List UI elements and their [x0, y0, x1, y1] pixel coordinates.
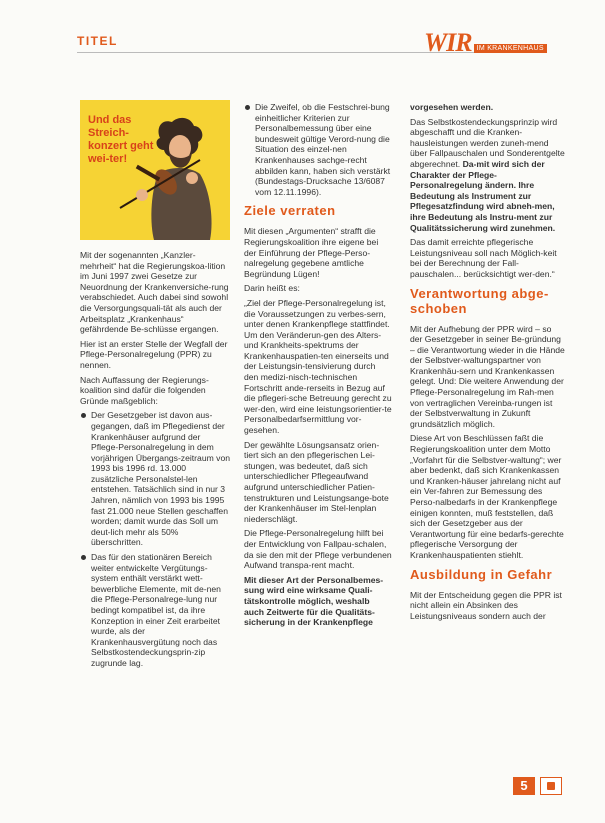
- paragraph: Mit der sogenannten „Kanzler-mehrheit“ hat die Regierungskoa-lition im Juni 1997 zwei Gesetze zur Neuordnung der Krankenversiche-rung verabschiedet. Auch dabei sind sowohl die Versorgungsquali-tät als auch der Arbeitsplatz „Krankenhaus“ gefährdende Be-schlüsse ergangen.: [80, 250, 229, 335]
- paragraph: Mit diesen „Argumenten“ strafft die Regierungskoalition ihre eigene bei der Einführung der Pflege-Perso-nalregelung gegebene amtliche Begründung Lügen!: [244, 226, 379, 279]
- paragraph: Nach Auffassung der Regierungs-koalition sind dafür die folgenden Gründe maßgeblich:: [80, 374, 209, 406]
- cartoon-figure: [80, 100, 230, 240]
- figure-caption: Und das Streich-konzert geht wei-ter!: [88, 114, 154, 165]
- paragraph: Mit der Aufhebung der PPR wird – so der Gesetzgeber in seiner Be-gründung – die Verantwortung wieder in die Hände der Selbstver-waltungspartner von Krankenhäu-sern und Krankenkassen gelegt. Und: Die weitere Anwendung der Pflege-Personalregelung im Rah-men von vertraglichen Vereinba-rungen ist der Selbstverwaltung in Zukunft grundsätzlich möglich.: [410, 323, 565, 429]
- bullet-item: Die Zweifel, ob die Festschrei-bung einheitlicher Kriterien zur Personalbemessung über eine bundesweit gültige Verord-nung die Situation des einzel-nen Krankenhauses sachge-recht abbilden kann, haben sich verstärkt (Bundestags-Drucksache 13/6087 vom 12.11.1996).: [244, 102, 392, 197]
- text-column-1: [80, 250, 230, 673]
- text-column-3: [410, 102, 565, 625]
- paragraph: „Ziel der Pflege-Personalregelung ist, die Voraussetzungen zu verbes-sern, unter denen Krankenpflege stattfindet. Um den Veränderun-gen des Alters- und Krankheits-spektrums der Krankenhauspatien-ten einerseits und der Leistungsin-tensivierung durch den medizi-nisch-technischen Fortschritt ande-rerseits in Bezug auf die pflegeri-sche Betreuung gerecht zu wer-den, wird eine leistungsorientier-te Personalbedarfsermittlung vor-gesehen.: [244, 297, 392, 436]
- paragraph-bold: Mit dieser Art der Personalbemes-sung wird eine wirksame Quali-tätskontrolle möglich, weshalb auch Zeitwerte für die Qualitäts-sicherung in der Krankenpflege: [244, 574, 384, 628]
- page-number: 5: [513, 777, 535, 795]
- paragraph: [410, 117, 565, 234]
- paragraph: Diese Art von Beschlüssen faßt die Regierungskoalition unter dem Motto „Vorfahrt für die Selbstver-waltung“; wer aber bedenkt, daß sich Krankenkassen und Kranken-häuser jahrelang nicht auf ein Ver-fahren zur Bemessung des Perso-nalbedarfs in der Krankenpflege einigen konnten, muß feststellen, daß sich der Gesetzgeber aus der Verantwortung für eine bedarfs-gerechte pflegerische Versorgung der Krankenhauspatienten stiehlt.: [410, 433, 564, 560]
- magazine-logo: [424, 30, 547, 56]
- footer-logo-icon: [540, 777, 562, 795]
- subheading-ziele-verraten: Ziele verraten: [244, 203, 336, 219]
- paragraph-text: Das Selbstkostendeckungsprinzip wird abgeschafft und die Kranken-hausleistungen werden zuneh-mend über Fallpauschalen und Sonderentgelte abgerechnet.: [410, 116, 565, 169]
- paragraph: Die Pflege-Personalregelung hilft bei der Entwicklung von Fallpau-schalen, da sie den mit der Pflege verbundenen Aufwand transpa-rent macht.: [244, 528, 392, 571]
- bullet-list: [80, 410, 230, 668]
- subheading-verantwortung: Verantwortung abge-schoben: [410, 285, 549, 316]
- paragraph: Darin heißt es:: [244, 283, 300, 294]
- logo-sub: IM KRANKENHAUS: [474, 44, 547, 53]
- paragraph-bold-text: Da-mit wird sich der Charakter der Pflege-Personalregelung ändern. Ihre Bedeutung als Instrument zur Pflegesatzfindung wird abneh-men, ihre Bedeutung als Instru-ment zur Qualitätssicherung wird zunehmen.: [410, 158, 556, 233]
- subheading-ausbildung: Ausbildung in Gefahr: [410, 566, 553, 582]
- paragraph: Der gewählte Lösungsansatz orien-tiert sich an den pflegerischen Lei-stungen, was bedeutet, daß sich unterschiedlicher Pflegeaufwand aufgrund unterschiedlicher Patien-tenstrukturen und Leistungsange-bote der Krankenhäuser im Stel-lenplan niederschlägt.: [244, 439, 389, 524]
- bullet-item: Der Gesetzgeber ist davon aus-gegangen, daß im Pflegedienst der Krankenhäuser aufgrund der Pflege-Personalregelung in dem vorjährigen Übergangs-zeitraum von 1993 bis 1996 rd. 13.000 zusätzliche Personalstel-len entstehen. Tatsächlich sind in nur 3 Jahren, nämlich von 1993 bis 1995 fast 21.000 neue Stellen geschaffen worden; damit wurde das Soll um deut-lich mehr als 50% überschritten.: [80, 410, 230, 548]
- bullet-item: Das für den stationären Bereich weiter entwickelte Vergütungs-system enthält verstärkt wett-bewerbliche Elemente, mit de-nen die Pflege-Personalrege-lung nur bedingt kompatibel ist, da ihre Konzeption in einer Zeit erarbeitet wurde, als der Krankenhausvergütung noch das Selbstkostendeckungsprin-zip zugrunde lag.: [80, 552, 230, 669]
- paragraph: Hier ist an erster Stelle der Wegfall der Pflege-Personalregelung (PPR) zu nennen.: [80, 338, 228, 370]
- logo-main: WIR: [424, 28, 472, 57]
- text-column-2: [244, 102, 392, 632]
- paragraph: Mit der Entscheidung gegen die PPR ist nicht allein ein Absinken des Leistungsniveaus sondern auch der: [410, 589, 562, 621]
- paragraph-bold: vorgesehen werden.: [410, 102, 494, 112]
- paragraph: Das damit erreichte pflegerische Leistungsniveau soll nach Möglich-keit bei der Berechnung der Fall-pauschalen... berücksichtigt wer-den.“: [410, 237, 557, 279]
- bullet-list: [244, 102, 392, 197]
- section-title: TITEL: [77, 34, 118, 48]
